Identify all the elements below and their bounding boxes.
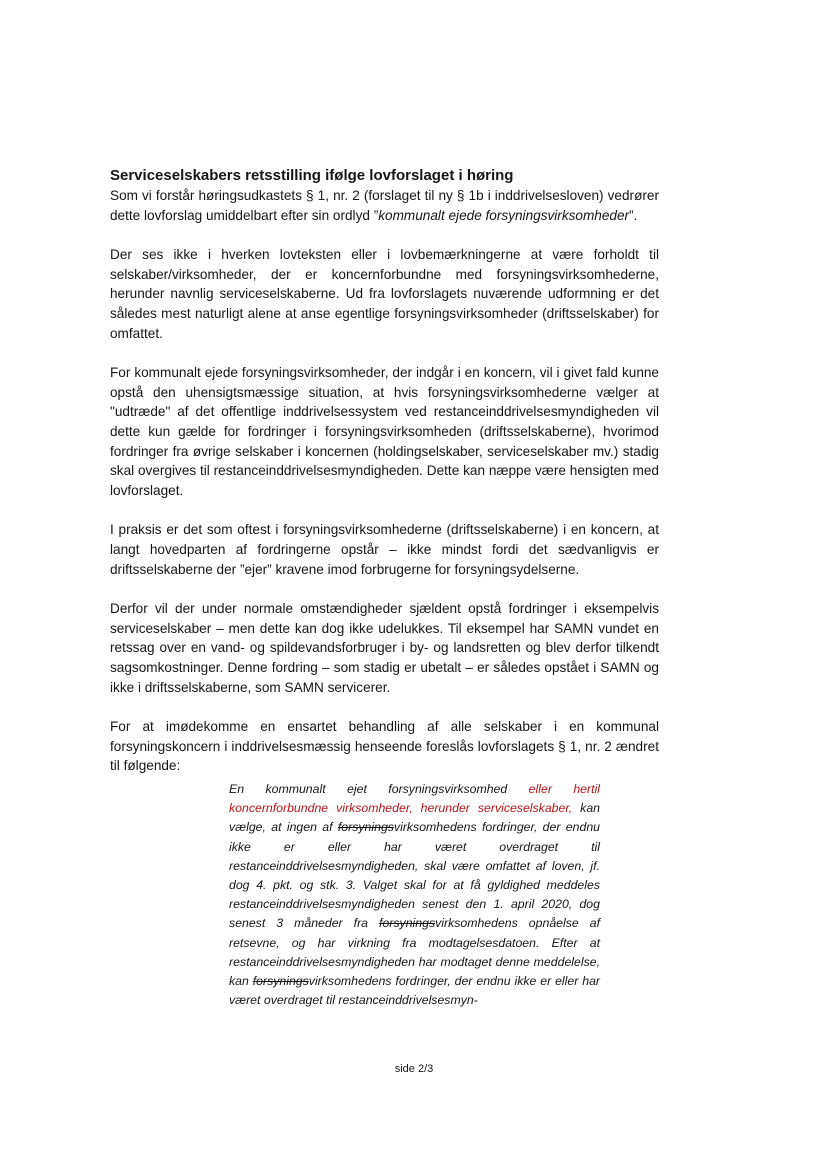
- paragraph-3: For kommunalt ejede forsyningsvirksomheder, der indgår i en koncern, vil i givet fald kunne opstå den uhensigtsmæssige situation, at hvis forsyningsvirksomhederne vælger at "udtræde" af det offentlige inddrivelsessystem ved restanceinddrivelsesmyndigheden vil dette kun gælde for fordringer i forsyningsvirksomheden (driftsselskaberne), hvorimod fordringer fra øvrige selskaber i koncernen (holdingselskaber, serviceselskaber mv.) stadig skal overgives til restanceinddrivelsesmyndigheden. Dette kan næppe være hensigten med lovforslaget.: [110, 364, 659, 499]
- body-text: [110, 166, 659, 796]
- quote-text-5: virksomhedens fordringer, der endnu ikke er eller har været overdraget til restanceinddrivelsesmyn-: [229, 974, 600, 1008]
- quote-deleted-text-3: forsynings: [252, 974, 309, 989]
- paragraph-5: Derfor vil der under normale omstændigheder sjældent opstå fordringer i eksempelvis serviceselskaber – men dette kan dog ikke udelukkes. Til eksempel har SAMN vundet en retssag over en vand- og spildevandsforbruger i by- og landsretten og blev derfor tilkendt sagsomkostninger. Denne fordring – som stadig er ubetalt – er således opstået i SAMN og ikke i driftsselskaberne, som SAMN servicerer.: [110, 600, 659, 695]
- paragraph-1: [110, 186, 659, 225]
- proposed-amendment-quote: [229, 780, 600, 1010]
- quote-deleted-text-2: forsynings: [379, 916, 436, 931]
- quote-text-3: virksomhedens fordringer, der endnu ikke er eller har været overdraget til restanceinddrivelsesmyndigheden, skal være omfattet af loven, jf. dog 4. pkt. og stk. 3. Valget skal for at få gyldighed meddeles restanceinddrivelsesmyndigheden senest den 1. april 2020, dog senest 3 måneder fra: [229, 820, 600, 931]
- quote-text-4: virksomhedens opnåelse af retsevne, og har virkning fra modtagelsesdatoen. Efter at restanceinddrivelsesmyndigheden har modtaget denne meddelelse, kan: [229, 916, 601, 989]
- paragraph-1-text-b: ”.: [629, 207, 638, 223]
- paragraph-1-text-a: Som vi forstår høringsudkastets § 1, nr. 2 (forslaget til ny § 1b i inddrivelsesloven) vedrører dette lovforslag umiddelbart efter sin ordlyd ”: [110, 188, 659, 223]
- page-number: side 2/3: [394, 1063, 434, 1075]
- paragraph-1-italic: kommunalt ejede forsyningsvirksomheder: [378, 207, 630, 223]
- paragraph-2: Der ses ikke i hverken lovteksten eller i lovbemærkningerne at være forholdt til selskaber/virksomheder, der er koncernforbundne med forsyningsvirksomhederne, herunder navnlig serviceselskaberne. Ud fra lovforslagets nuværende udformning er det således mest naturligt alene at anse egentlige forsyningsvirksomheder (driftsselskaber) for omfattet.: [110, 246, 659, 341]
- paragraph-4: I praksis er det som oftest i forsyningsvirksomhederne (driftsselskaberne) i en koncern, at langt hovedparten af fordringerne opstår – ikke mindst fordi det sædvanligvis er driftsselskaberne der ”ejer” kravene imod forbrugerne for forsyningsydelserne.: [110, 522, 659, 577]
- quote-inserted-text: eller hertil koncernforbundne virksomheder, herunder serviceselskaber,: [229, 782, 600, 816]
- quote-text-2: kan vælge, at ingen af: [229, 801, 601, 835]
- quote-deleted-text-1: forsynings: [337, 820, 394, 835]
- quote-text-1: En kommunalt ejet forsyningsvirksomhed: [229, 782, 529, 796]
- section-heading: Serviceselskabers retsstilling ifølge lovforslaget i høring: [110, 167, 514, 184]
- paragraph-6: For at imødekomme en ensartet behandling af alle selskaber i en kommunal forsyningskoncern i inddrivelsesmæssig henseende foreslås lovforslagets § 1, nr. 2 ændret til følgende:: [110, 718, 659, 774]
